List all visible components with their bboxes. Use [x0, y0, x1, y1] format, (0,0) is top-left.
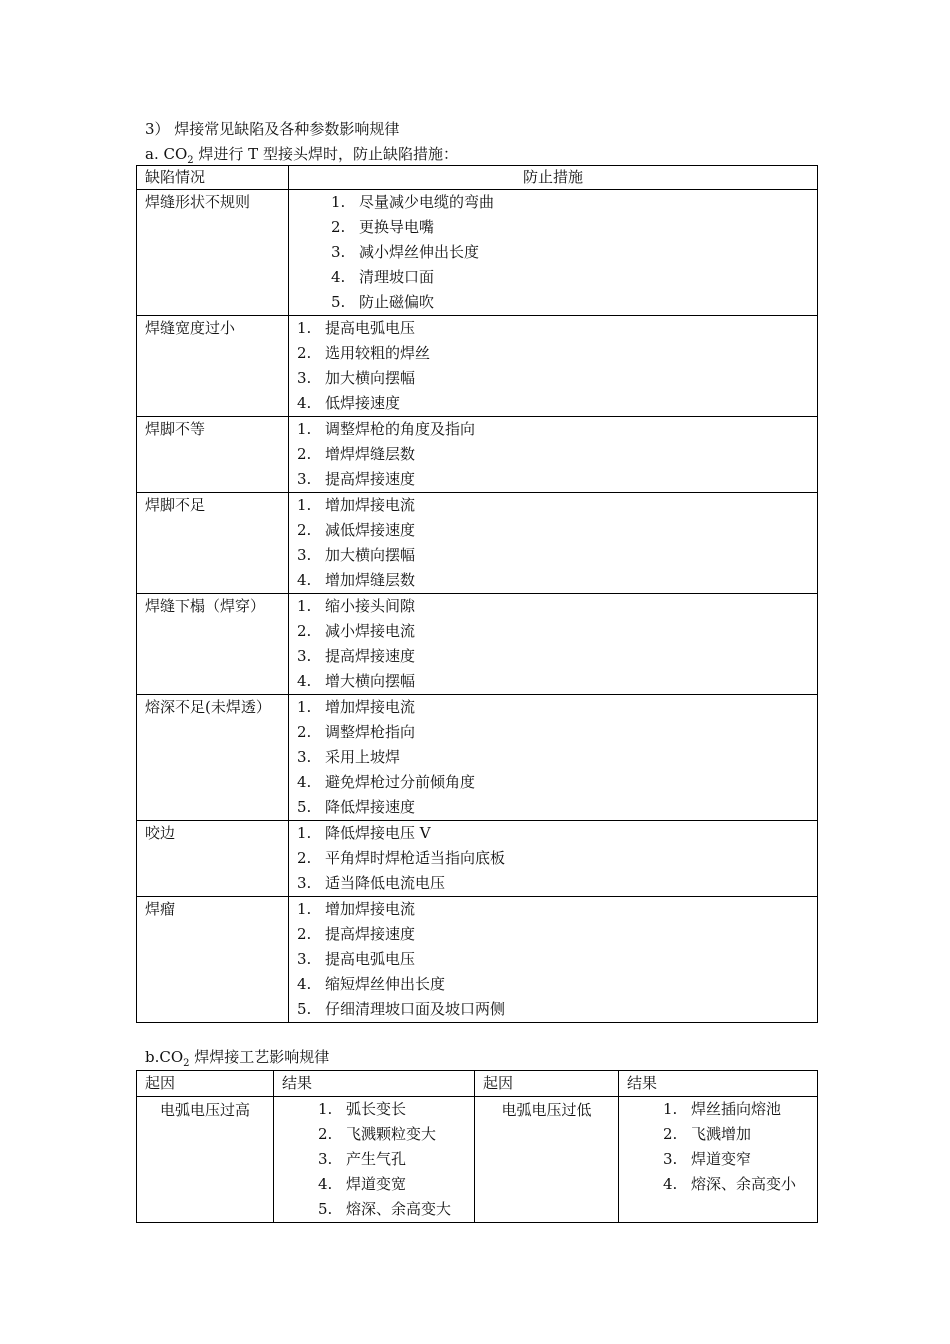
list-text: 增大横向摆幅: [325, 672, 416, 690]
list-number: 1.: [663, 1100, 678, 1118]
list-number: 4.: [297, 672, 312, 690]
list-number: 4.: [663, 1175, 678, 1193]
list-text: 缩小接头间隙: [325, 597, 416, 615]
list-text: 适当降低电流电压: [325, 874, 446, 892]
header-result-left: 结果: [274, 1071, 475, 1097]
list-item: [297, 493, 817, 518]
cause-right: 电弧电压过低: [475, 1097, 619, 1223]
table-header-row: [137, 166, 818, 190]
measures-cell: [289, 493, 818, 594]
list-number: 2.: [297, 622, 312, 640]
list-item: [297, 518, 817, 543]
list-item: [297, 897, 817, 922]
list-text: 缩短焊丝伸出长度: [325, 975, 446, 993]
results-left: [274, 1097, 475, 1223]
list-number: 1.: [297, 496, 312, 514]
list-number: 3.: [297, 369, 312, 387]
table-row: [137, 897, 818, 1023]
list-item: [331, 290, 817, 315]
list-text: 调整焊枪指向: [325, 723, 416, 741]
list-number: 3.: [331, 243, 346, 261]
list-number: 2.: [663, 1125, 678, 1143]
list-text: 熔深、余高变小: [691, 1175, 797, 1193]
list-item: [297, 720, 817, 745]
table-row: [137, 821, 818, 897]
list-item: [318, 1172, 474, 1197]
list-number: 2.: [297, 849, 312, 867]
list-number: 4.: [297, 975, 312, 993]
list-text: 避免焊枪过分前倾角度: [325, 773, 476, 791]
header-cause-left: 起因: [137, 1071, 274, 1097]
measures-cell: [289, 190, 818, 316]
list-item: [297, 821, 817, 846]
list-item: [297, 770, 817, 795]
list-item: [297, 922, 817, 947]
list-number: 4.: [297, 773, 312, 791]
measures-list: [289, 417, 817, 492]
list-item: [331, 215, 817, 240]
list-item: [297, 846, 817, 871]
header-cause-right: 起因: [475, 1071, 619, 1097]
list-number: 3.: [297, 470, 312, 488]
list-number: 2.: [297, 344, 312, 362]
list-text: 减小焊丝伸出长度: [359, 243, 480, 261]
list-number: 3.: [297, 748, 312, 766]
caption-suffix: 焊进行 T 型接头焊时，防止缺陷措施：: [193, 145, 458, 163]
header-measures: 防止措施: [289, 166, 818, 190]
list-item: [331, 265, 817, 290]
list-text: 防止磁偏吹: [359, 293, 435, 311]
list-text: 产生气孔: [346, 1150, 407, 1168]
list-number: 4.: [297, 394, 312, 412]
table-row: [137, 695, 818, 821]
list-text: 提高电弧电压: [325, 950, 416, 968]
measures-cell: [289, 821, 818, 897]
list-text: 调整焊枪的角度及指向: [325, 420, 476, 438]
list-text: 飞溅增加: [691, 1125, 752, 1143]
list-item: [663, 1122, 817, 1147]
list-text: 采用上坡焊: [325, 748, 401, 766]
results-list: [619, 1097, 817, 1197]
list-item: [318, 1147, 474, 1172]
list-number: 3.: [663, 1150, 678, 1168]
measures-list: [289, 821, 817, 896]
list-item: [297, 619, 817, 644]
list-text: 提高电弧电压: [325, 319, 416, 337]
defect-cell: 熔深不足(未焊透）: [137, 695, 289, 821]
defect-cell: 咬边: [137, 821, 289, 897]
list-number: 3.: [297, 647, 312, 665]
list-item: [297, 997, 817, 1022]
list-number: 3.: [297, 546, 312, 564]
list-text: 提高焊接速度: [325, 647, 416, 665]
measures-list: [289, 695, 817, 820]
list-item: [297, 543, 817, 568]
caption-subscript: 2: [187, 155, 194, 166]
list-item: [318, 1197, 474, 1222]
list-number: 1.: [297, 420, 312, 438]
list-item: [663, 1147, 817, 1172]
list-text: 焊道变宽: [346, 1175, 407, 1193]
defect-cell: 焊缝宽度过小: [137, 316, 289, 417]
list-number: 1.: [318, 1100, 333, 1118]
list-text: 弧长变长: [346, 1100, 407, 1118]
list-item: [331, 190, 817, 215]
measures-list: [289, 190, 817, 315]
list-text: 降低焊接电压 V: [325, 824, 431, 842]
caption-subscript: 2: [183, 1058, 190, 1069]
measures-cell: [289, 316, 818, 417]
table-row: [137, 316, 818, 417]
list-text: 提高焊接速度: [325, 470, 416, 488]
list-text: 提高焊接速度: [325, 925, 416, 943]
results-list: [274, 1097, 474, 1222]
table-header-row: [137, 1071, 818, 1097]
list-text: 焊道变窄: [691, 1150, 752, 1168]
list-number: 5.: [318, 1200, 333, 1218]
list-text: 减低焊接速度: [325, 521, 416, 539]
list-item: [297, 594, 817, 619]
list-text: 仔细清理坡口面及坡口两侧: [325, 1000, 506, 1018]
caption-suffix: 焊焊接工艺影响规律: [189, 1048, 330, 1066]
list-text: 焊丝插向熔池: [691, 1100, 782, 1118]
list-text: 尽量减少电缆的弯曲: [359, 193, 495, 211]
list-text: 飞溅颗粒变大: [346, 1125, 437, 1143]
defect-prevention-table: [136, 165, 818, 1023]
caption-prefix: b.CO: [145, 1048, 184, 1066]
list-number: 5.: [331, 293, 346, 311]
measures-list: [289, 316, 817, 416]
list-text: 增加焊缝层数: [325, 571, 416, 589]
list-text: 加大横向摆幅: [325, 546, 416, 564]
list-text: 增焊焊缝层数: [325, 445, 416, 463]
list-item: [297, 442, 817, 467]
list-text: 清理坡口面: [359, 268, 435, 286]
list-item: [297, 947, 817, 972]
list-number: 2.: [318, 1125, 333, 1143]
list-text: 平角焊时焊枪适当指向底板: [325, 849, 506, 867]
list-item: [297, 568, 817, 593]
list-text: 低焊接速度: [325, 394, 401, 412]
list-text: 降低焊接速度: [325, 798, 416, 816]
list-item: [297, 795, 817, 820]
list-text: 选用较粗的焊丝: [325, 344, 431, 362]
list-item: [297, 669, 817, 694]
list-text: 减小焊接电流: [325, 622, 416, 640]
table-b-caption: [145, 1046, 329, 1069]
list-text: 增加焊接电流: [325, 900, 416, 918]
list-number: 1.: [331, 193, 346, 211]
table-row: [137, 493, 818, 594]
list-number: 2.: [297, 925, 312, 943]
measures-cell: [289, 897, 818, 1023]
defect-cell: 焊缝形状不规则: [137, 190, 289, 316]
list-item: [318, 1097, 474, 1122]
list-item: [297, 341, 817, 366]
measures-list: [289, 493, 817, 593]
list-number: 4.: [297, 571, 312, 589]
table-row: [137, 1097, 818, 1223]
list-text: 增加焊接电流: [325, 496, 416, 514]
list-number: 2.: [297, 445, 312, 463]
list-item: [297, 316, 817, 341]
header-result-right: 结果: [619, 1071, 818, 1097]
measures-list: [289, 594, 817, 694]
list-number: 1.: [297, 824, 312, 842]
list-number: 4.: [331, 268, 346, 286]
list-number: 5.: [297, 798, 312, 816]
table-a-caption: [145, 143, 458, 166]
list-number: 1.: [297, 597, 312, 615]
list-item: [297, 366, 817, 391]
defect-cell: 焊脚不等: [137, 417, 289, 493]
list-item: [297, 644, 817, 669]
list-item: [297, 417, 817, 442]
list-item: [297, 745, 817, 770]
list-number: 2.: [297, 521, 312, 539]
measures-cell: [289, 417, 818, 493]
table-row: [137, 594, 818, 695]
list-number: 2.: [297, 723, 312, 741]
measures-cell: [289, 695, 818, 821]
list-item: [331, 240, 817, 265]
list-item: [663, 1097, 817, 1122]
measures-list: [289, 897, 817, 1022]
cause-left: 电弧电压过高: [137, 1097, 274, 1223]
list-item: [663, 1172, 817, 1197]
list-item: [297, 467, 817, 492]
table-row: [137, 417, 818, 493]
list-item: [297, 695, 817, 720]
caption-prefix: a. CO: [145, 145, 188, 163]
list-number: 1.: [297, 698, 312, 716]
list-number: 5.: [297, 1000, 312, 1018]
list-text: 增加焊接电流: [325, 698, 416, 716]
defect-cell: 焊脚不足: [137, 493, 289, 594]
section-heading: 3） 焊接常见缺陷及各种参数影响规律: [145, 120, 400, 138]
list-item: [297, 871, 817, 896]
results-right: [619, 1097, 818, 1223]
list-number: 3.: [297, 950, 312, 968]
defect-cell: 焊瘤: [137, 897, 289, 1023]
list-text: 加大横向摆幅: [325, 369, 416, 387]
list-text: 更换导电嘴: [359, 218, 435, 236]
list-item: [297, 391, 817, 416]
list-number: 1.: [297, 900, 312, 918]
list-number: 3.: [318, 1150, 333, 1168]
list-number: 3.: [297, 874, 312, 892]
table-row: [137, 190, 818, 316]
list-text: 熔深、余高变大: [346, 1200, 452, 1218]
defect-cell: 焊缝下榻（焊穿）: [137, 594, 289, 695]
header-defect: 缺陷情况: [137, 166, 289, 190]
list-number: 4.: [318, 1175, 333, 1193]
process-effect-table: [136, 1070, 818, 1223]
list-item: [318, 1122, 474, 1147]
list-number: 2.: [331, 218, 346, 236]
list-number: 1.: [297, 319, 312, 337]
measures-cell: [289, 594, 818, 695]
list-item: [297, 972, 817, 997]
